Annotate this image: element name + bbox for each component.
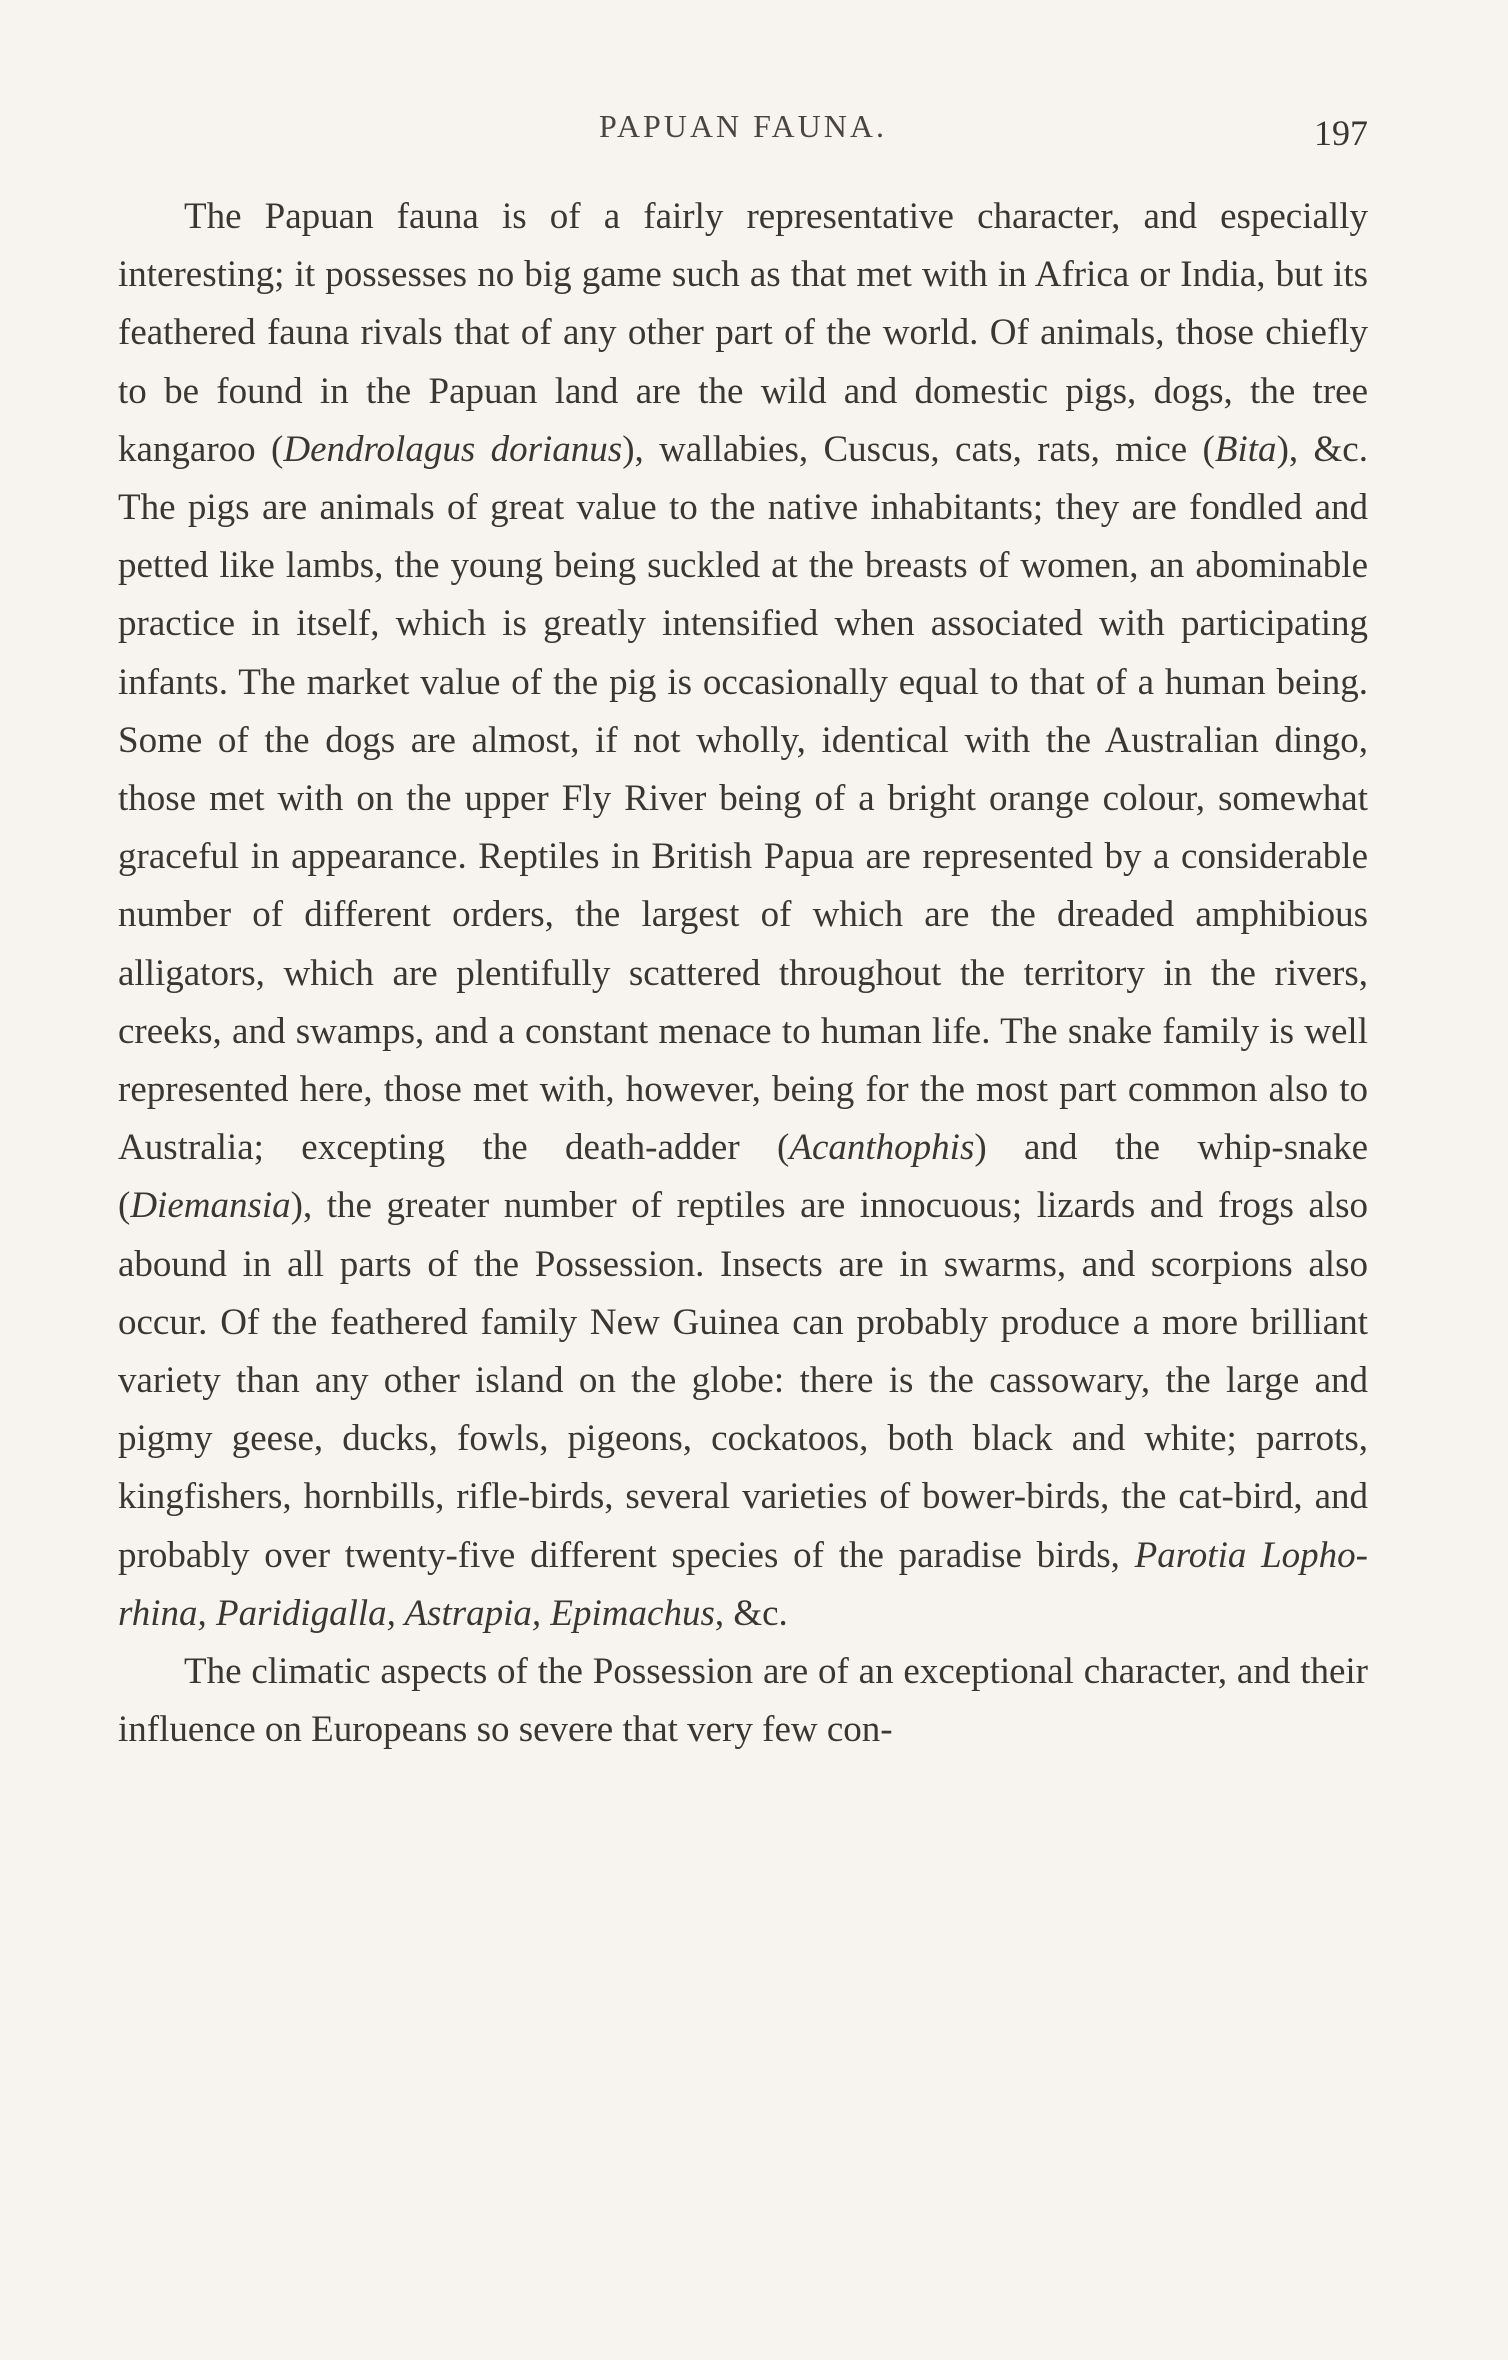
page-number: 197: [1314, 113, 1368, 153]
text-segment: ) and the whip-snake (: [118, 1127, 1368, 1227]
species-name: Bita: [1214, 428, 1277, 470]
species-name: Parotia Lophorhina, Paridigalla, Astrapia, Epimachus: [118, 1534, 1368, 1634]
paragraph-fauna: [118, 188, 1368, 1643]
text-segment: ), wallabies, Cuscus, cats, rats, mice (: [622, 428, 1215, 470]
text-segment: ), the greater number of reptiles are innocuous; lizards and frogs also abound in all parts of the Possession. Insects are in swarms, and scorpions also occur. Of the feathered family New Guinea can probably produce a more brilliant variety than any other island on the globe: there is the cassowary, the large and pigmy geese, ducks, fowls, pigeons, cockatoos, both black and white; parrots, kingfishers, hornbills, rifle-birds, several varieties of bower-birds, the cat-bird, and probably over twenty-five different species of the paradise birds,: [118, 1185, 1368, 1576]
species-name: Acanthophis: [789, 1127, 975, 1169]
text-segment: The climatic aspects of the Possession are of an exceptional character, and their influence on Europeans so severe that very few con-: [118, 1651, 1368, 1751]
species-name: Dendrolagus dorianus: [283, 428, 623, 470]
text-segment: ), &c. The pigs are animals of great value to the native inhabitants; they are fondled and petted like lambs, the young being suckled at the breasts of women, an abominable practice in itself, which is greatly intensified when associated with participating infants. The market value of the pig is occasionally equal to that of a human being. Some of the dogs are almost, if not wholly, identical with the Australian dingo, those met with on the upper Fly River being of a bright orange colour, somewhat graceful in appearance. Reptiles in British Papua are represented by a considerable number of different orders, the largest of which are the dreaded amphibious alligators, which are plentifully scattered throughout the territory in the rivers, creeks, and swamps, and a constant menace to human life. The snake family is well represented here, those met with, however, being for the most part common also to Australia; excepting the death-adder (: [118, 428, 1368, 1169]
body-text: [118, 188, 1368, 1759]
text-segment: , &c.: [714, 1592, 788, 1634]
running-head: [118, 108, 1368, 152]
species-name: Diemansia: [130, 1185, 291, 1227]
text-segment: The Papuan fauna is of a fairly representative character, and especially interesting; it possesses no big game such as that met with in Africa or India, but its feathered fauna rivals that of any other part of the world. Of animals, those chiefly to be found in the Papuan land are the wild and domestic pigs, dogs, the tree kangaroo (: [118, 196, 1368, 470]
paragraph-climate: [118, 1643, 1368, 1759]
running-title: PAPUAN FAUNA.: [599, 108, 887, 144]
